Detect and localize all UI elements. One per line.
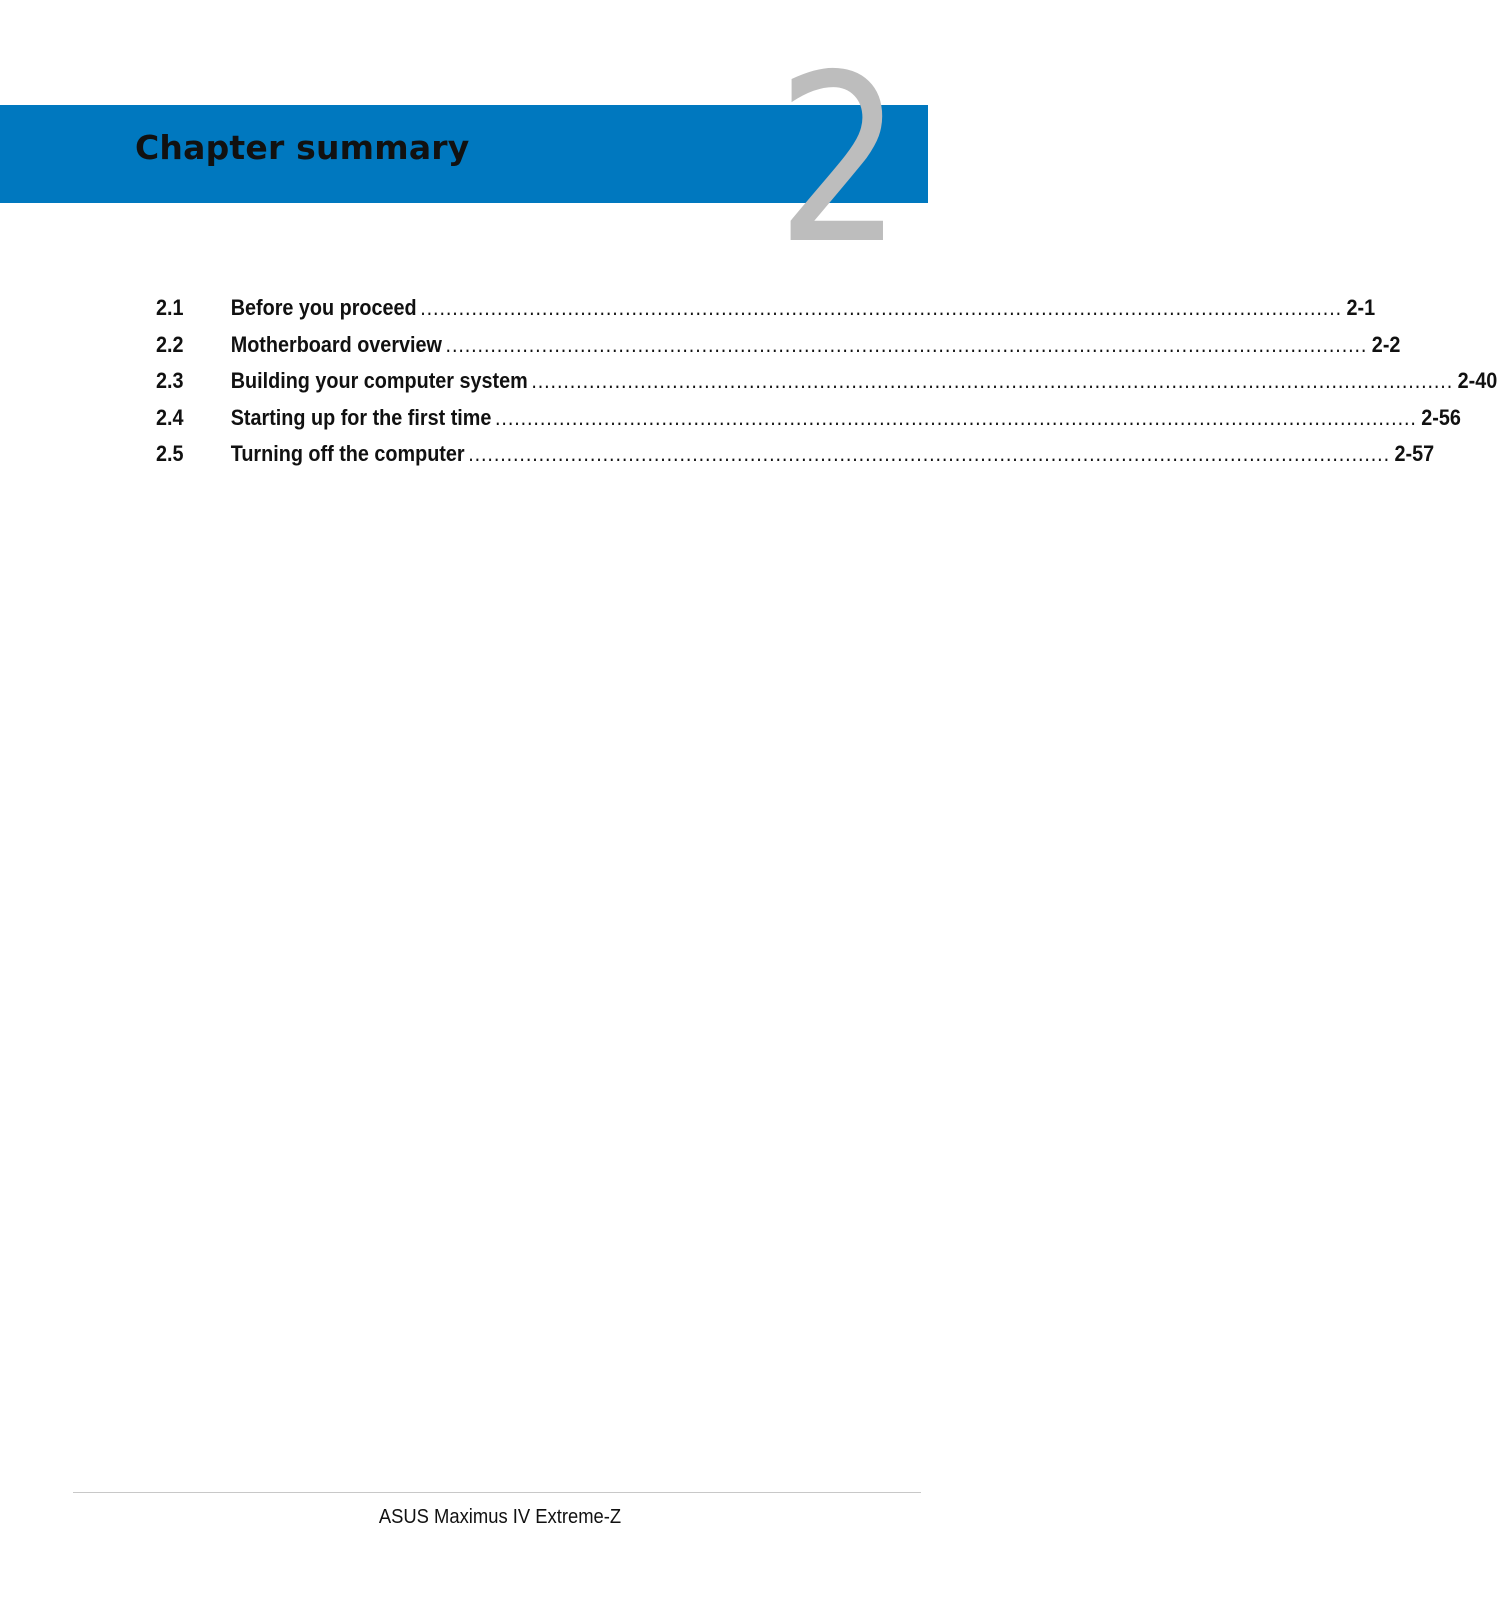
toc-entry-number: 2.5 xyxy=(156,441,184,466)
toc-entry-number: 2.1 xyxy=(156,295,184,320)
chapter-title: Chapter summary xyxy=(135,128,470,167)
toc-entry-title: Turning off the computer xyxy=(230,441,465,466)
toc-entry-title: Before you proceed xyxy=(230,295,417,320)
toc-entry-page: 2-2 xyxy=(1371,331,1401,357)
table-of-contents xyxy=(156,293,1497,476)
toc-entry-title: Motherboard overview xyxy=(230,331,442,357)
footer-divider xyxy=(73,1492,921,1493)
toc-entry-2-5[interactable] xyxy=(156,439,1435,476)
toc-dot-leader: ................................................................................................................................................ xyxy=(420,295,1343,320)
toc-entry-number: 2.2 xyxy=(156,331,184,357)
toc-dot-leader: ................................................................................................................................................ xyxy=(468,441,1390,466)
toc-entry-2-2[interactable] xyxy=(156,330,1401,367)
chapter-number: 2 xyxy=(776,25,903,295)
toc-entry-title: Building your computer system xyxy=(230,368,528,393)
toc-entry-number: 2.4 xyxy=(156,404,184,430)
toc-entry-2-3[interactable] xyxy=(156,366,1497,403)
toc-dot-leader: ................................................................................................................................................ xyxy=(531,368,1454,393)
toc-entry-2-1[interactable] xyxy=(156,293,1376,330)
toc-entry-number: 2.3 xyxy=(156,368,184,393)
toc-dot-leader: ................................................................................................................................................ xyxy=(445,331,1368,357)
toc-dot-leader: ................................................................................................................................................ xyxy=(495,404,1417,430)
toc-entry-2-4[interactable] xyxy=(156,403,1461,440)
toc-entry-page: 2-40 xyxy=(1457,368,1497,393)
toc-entry-page: 2-1 xyxy=(1346,295,1376,320)
footer-product-name: ASUS Maximus IV Extreme-Z xyxy=(378,1506,622,1528)
toc-entry-title: Starting up for the first time xyxy=(230,404,492,430)
toc-entry-page: 2-56 xyxy=(1421,404,1461,430)
toc-entry-page: 2-57 xyxy=(1394,441,1435,466)
